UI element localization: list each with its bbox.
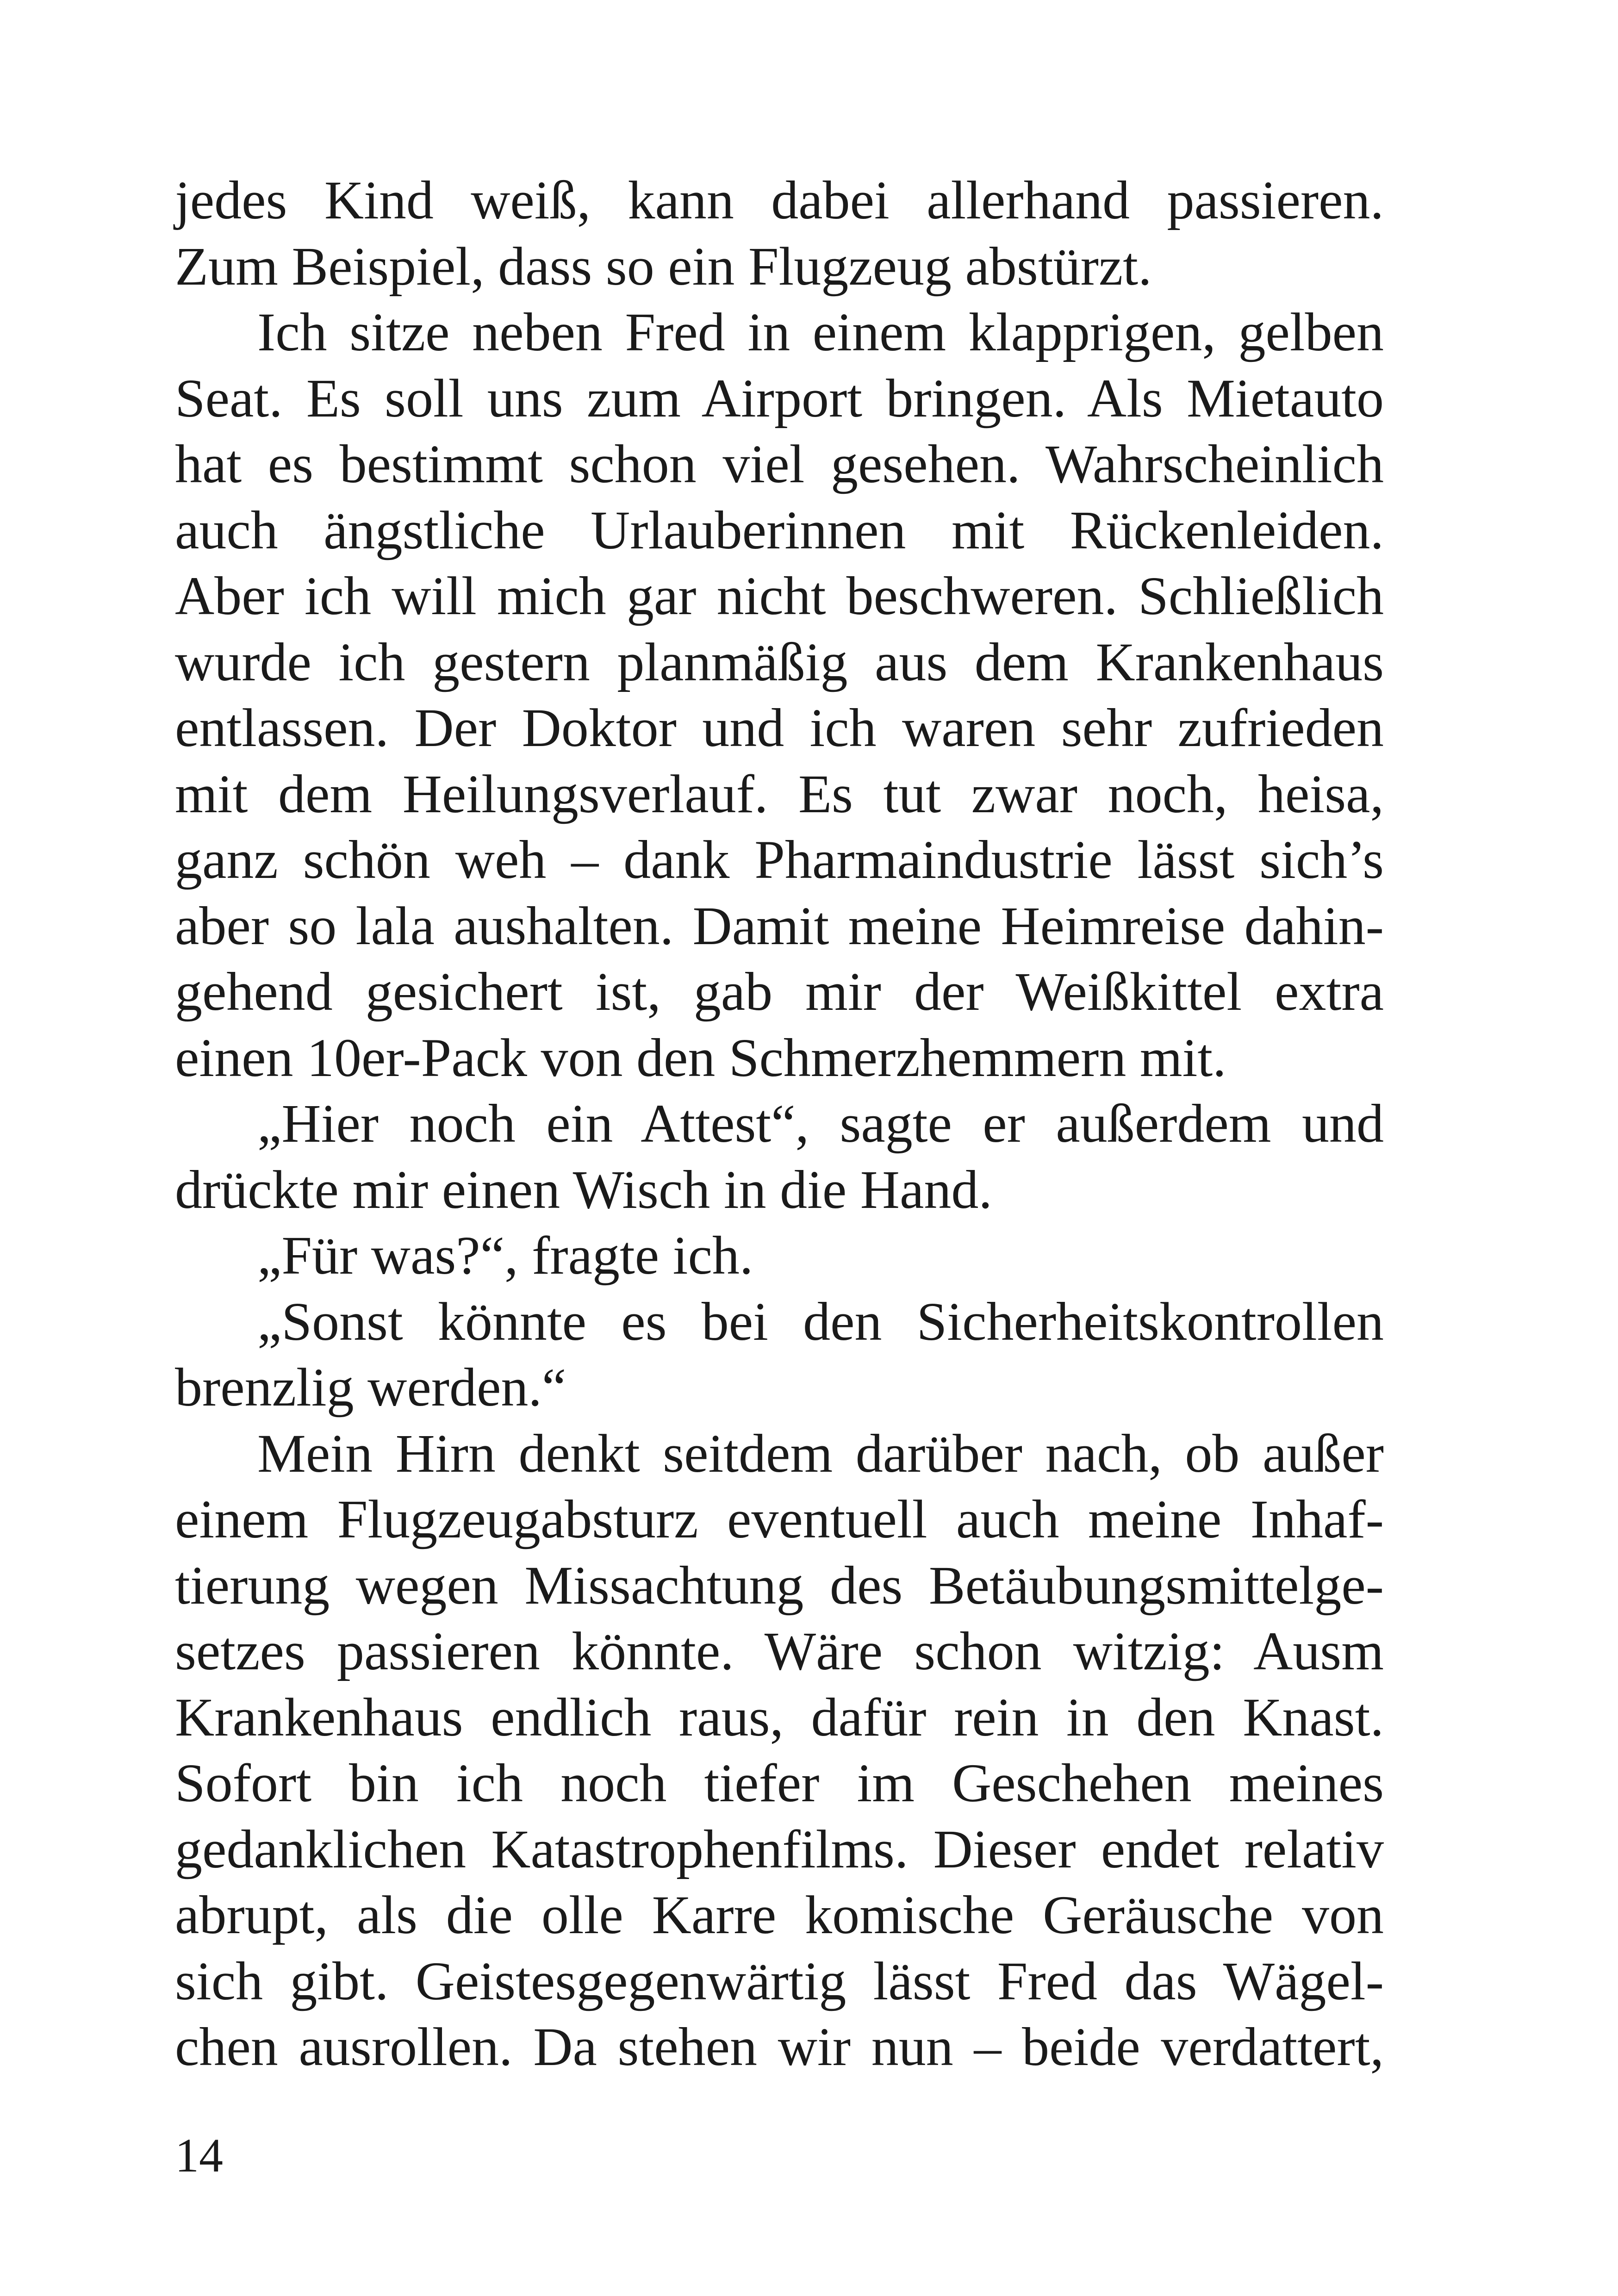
text-line: chen ausrollen. Da stehen wir nun – beide verdattert, (175, 2016, 1384, 2077)
text-line: wurde ich gestern planmäßig aus dem Krankenhaus (175, 631, 1384, 692)
text-line: „Sonst könnte es bei den Sicherheitskontrollen (257, 1291, 1384, 1352)
text-line: einem Flugzeugabsturz eventuell auch meine Inhaf- (175, 1489, 1384, 1549)
text-line: setzes passieren könnte. Wäre schon witzig: Ausm (175, 1621, 1384, 1681)
text-line: tierung wegen Missachtung des Betäubungsmittelge- (175, 1555, 1384, 1616)
text-line: gehend gesichert ist, gab mir der Weißkittel extra (175, 961, 1384, 1022)
text-line: „Für was?“, fragte ich. (257, 1225, 753, 1286)
page-number: 14 (175, 2129, 223, 2182)
text-line: Aber ich will mich gar nicht beschweren. Schließlich (175, 566, 1384, 626)
text-line: ganz schön weh – dank Pharmaindustrie lässt sich’s (175, 829, 1384, 890)
text-line: Zum Beispiel, dass so ein Flugzeug abstürzt. (175, 236, 1152, 297)
text-line: gedanklichen Katastrophenfilms. Dieser endet relativ (175, 1818, 1384, 1879)
text-line: sich gibt. Geistesgegenwärtig lässt Fred das Wägel- (175, 1950, 1384, 2011)
text-line: auch ängstliche Urlauberinnen mit Rückenleiden. (175, 499, 1384, 560)
text-line: entlassen. Der Doktor und ich waren sehr zufrieden (175, 697, 1384, 758)
text-line: Sofort bin ich noch tiefer im Geschehen meines (175, 1753, 1384, 1813)
text-line: brenzlig werden.“ (175, 1357, 566, 1418)
body-text (175, 168, 1384, 2080)
text-line: Krankenhaus endlich raus, dafür rein in den Knast. (175, 1686, 1384, 1748)
text-line: Mein Hirn denkt seitdem darüber nach, ob außer (257, 1423, 1384, 1484)
text-line: abrupt, als die olle Karre komische Geräusche von (175, 1885, 1384, 1945)
text-line: einen 10er-Pack von den Schmerzhemmern mit. (175, 1027, 1226, 1088)
text-line: aber so lala aushalten. Damit meine Heimreise dahin- (175, 895, 1384, 956)
text-line: „Hier noch ein Attest“, sagte er außerdem und (257, 1093, 1384, 1154)
text-line: jedes Kind weiß, kann dabei allerhand passieren. (175, 170, 1384, 230)
text-line: Ich sitze neben Fred in einem klapprigen, gelben (257, 302, 1384, 362)
text-line: mit dem Heilungsverlauf. Es tut zwar noch, heisa, (175, 763, 1384, 824)
text-line: hat es bestimmt schon viel gesehen. Wahrscheinlich (175, 434, 1384, 494)
text-line: drückte mir einen Wisch in die Hand. (175, 1159, 992, 1220)
text-line: Seat. Es soll uns zum Airport bringen. Als Mietauto (175, 367, 1384, 429)
